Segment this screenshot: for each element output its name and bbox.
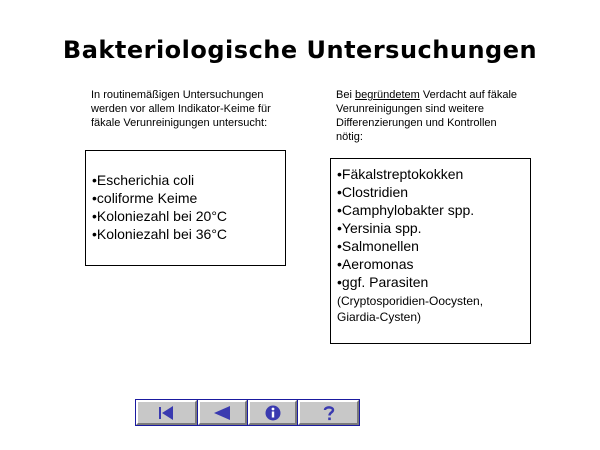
indicator-germs-box: [85, 150, 286, 266]
help-icon: [322, 404, 336, 422]
indicator-germs-list: [92, 171, 285, 243]
left-intro-line: In routinemäßigen Untersuchungen: [91, 89, 264, 101]
list-item: •Yersinia spp.: [337, 220, 422, 236]
first-page-button[interactable]: [136, 400, 197, 425]
right-intro-underlined-word: begründetem: [354, 89, 420, 101]
left-intro-line: fäkale Verunreinigungen untersucht:: [91, 117, 268, 129]
right-intro-text: [336, 88, 566, 144]
help-button[interactable]: [298, 400, 359, 425]
previous-page-button[interactable]: [198, 400, 247, 425]
page-title: Bakteriologische Untersuchungen: [62, 36, 538, 64]
list-item: •Escherichia coli: [92, 172, 195, 188]
note-line: (Cryptosporidien-Oocysten,: [337, 294, 484, 308]
list-item: •Aeromonas: [337, 256, 414, 272]
right-intro-line: Verunreinigungen sind weitere: [336, 103, 484, 115]
list-item: •Koloniezahl bei 20°C: [92, 208, 228, 224]
right-intro-prefix: Bei: [336, 89, 355, 101]
info-icon: [264, 404, 282, 422]
left-intro-line: werden vor allem Indikator-Keime für: [91, 103, 271, 115]
note-line: Giardia-Cysten): [337, 310, 422, 324]
right-intro-line: Differenzierungen und Kontrollen: [336, 117, 497, 129]
previous-page-icon: [212, 405, 232, 421]
list-item: •Camphylobakter spp.: [337, 202, 475, 218]
parasites-note: [337, 293, 530, 325]
list-item: •Fäkalstreptokokken: [337, 166, 464, 182]
left-intro-text: [91, 88, 311, 130]
right-intro-line: [336, 88, 566, 102]
right-intro-line: nötig:: [336, 131, 363, 143]
first-page-icon: [157, 405, 175, 421]
info-button[interactable]: [248, 400, 297, 425]
further-tests-list: [337, 165, 530, 291]
list-item: •coliforme Keime: [92, 190, 198, 206]
list-item: •Clostridien: [337, 184, 409, 200]
list-item: •Salmonellen: [337, 238, 419, 254]
navigation-bar: [135, 399, 360, 426]
list-item: •ggf. Parasiten: [337, 274, 429, 290]
right-intro-rest: Verdacht auf fäkale: [419, 89, 518, 101]
further-tests-box: [330, 158, 531, 344]
list-item: •Koloniezahl bei 36°C: [92, 226, 228, 242]
